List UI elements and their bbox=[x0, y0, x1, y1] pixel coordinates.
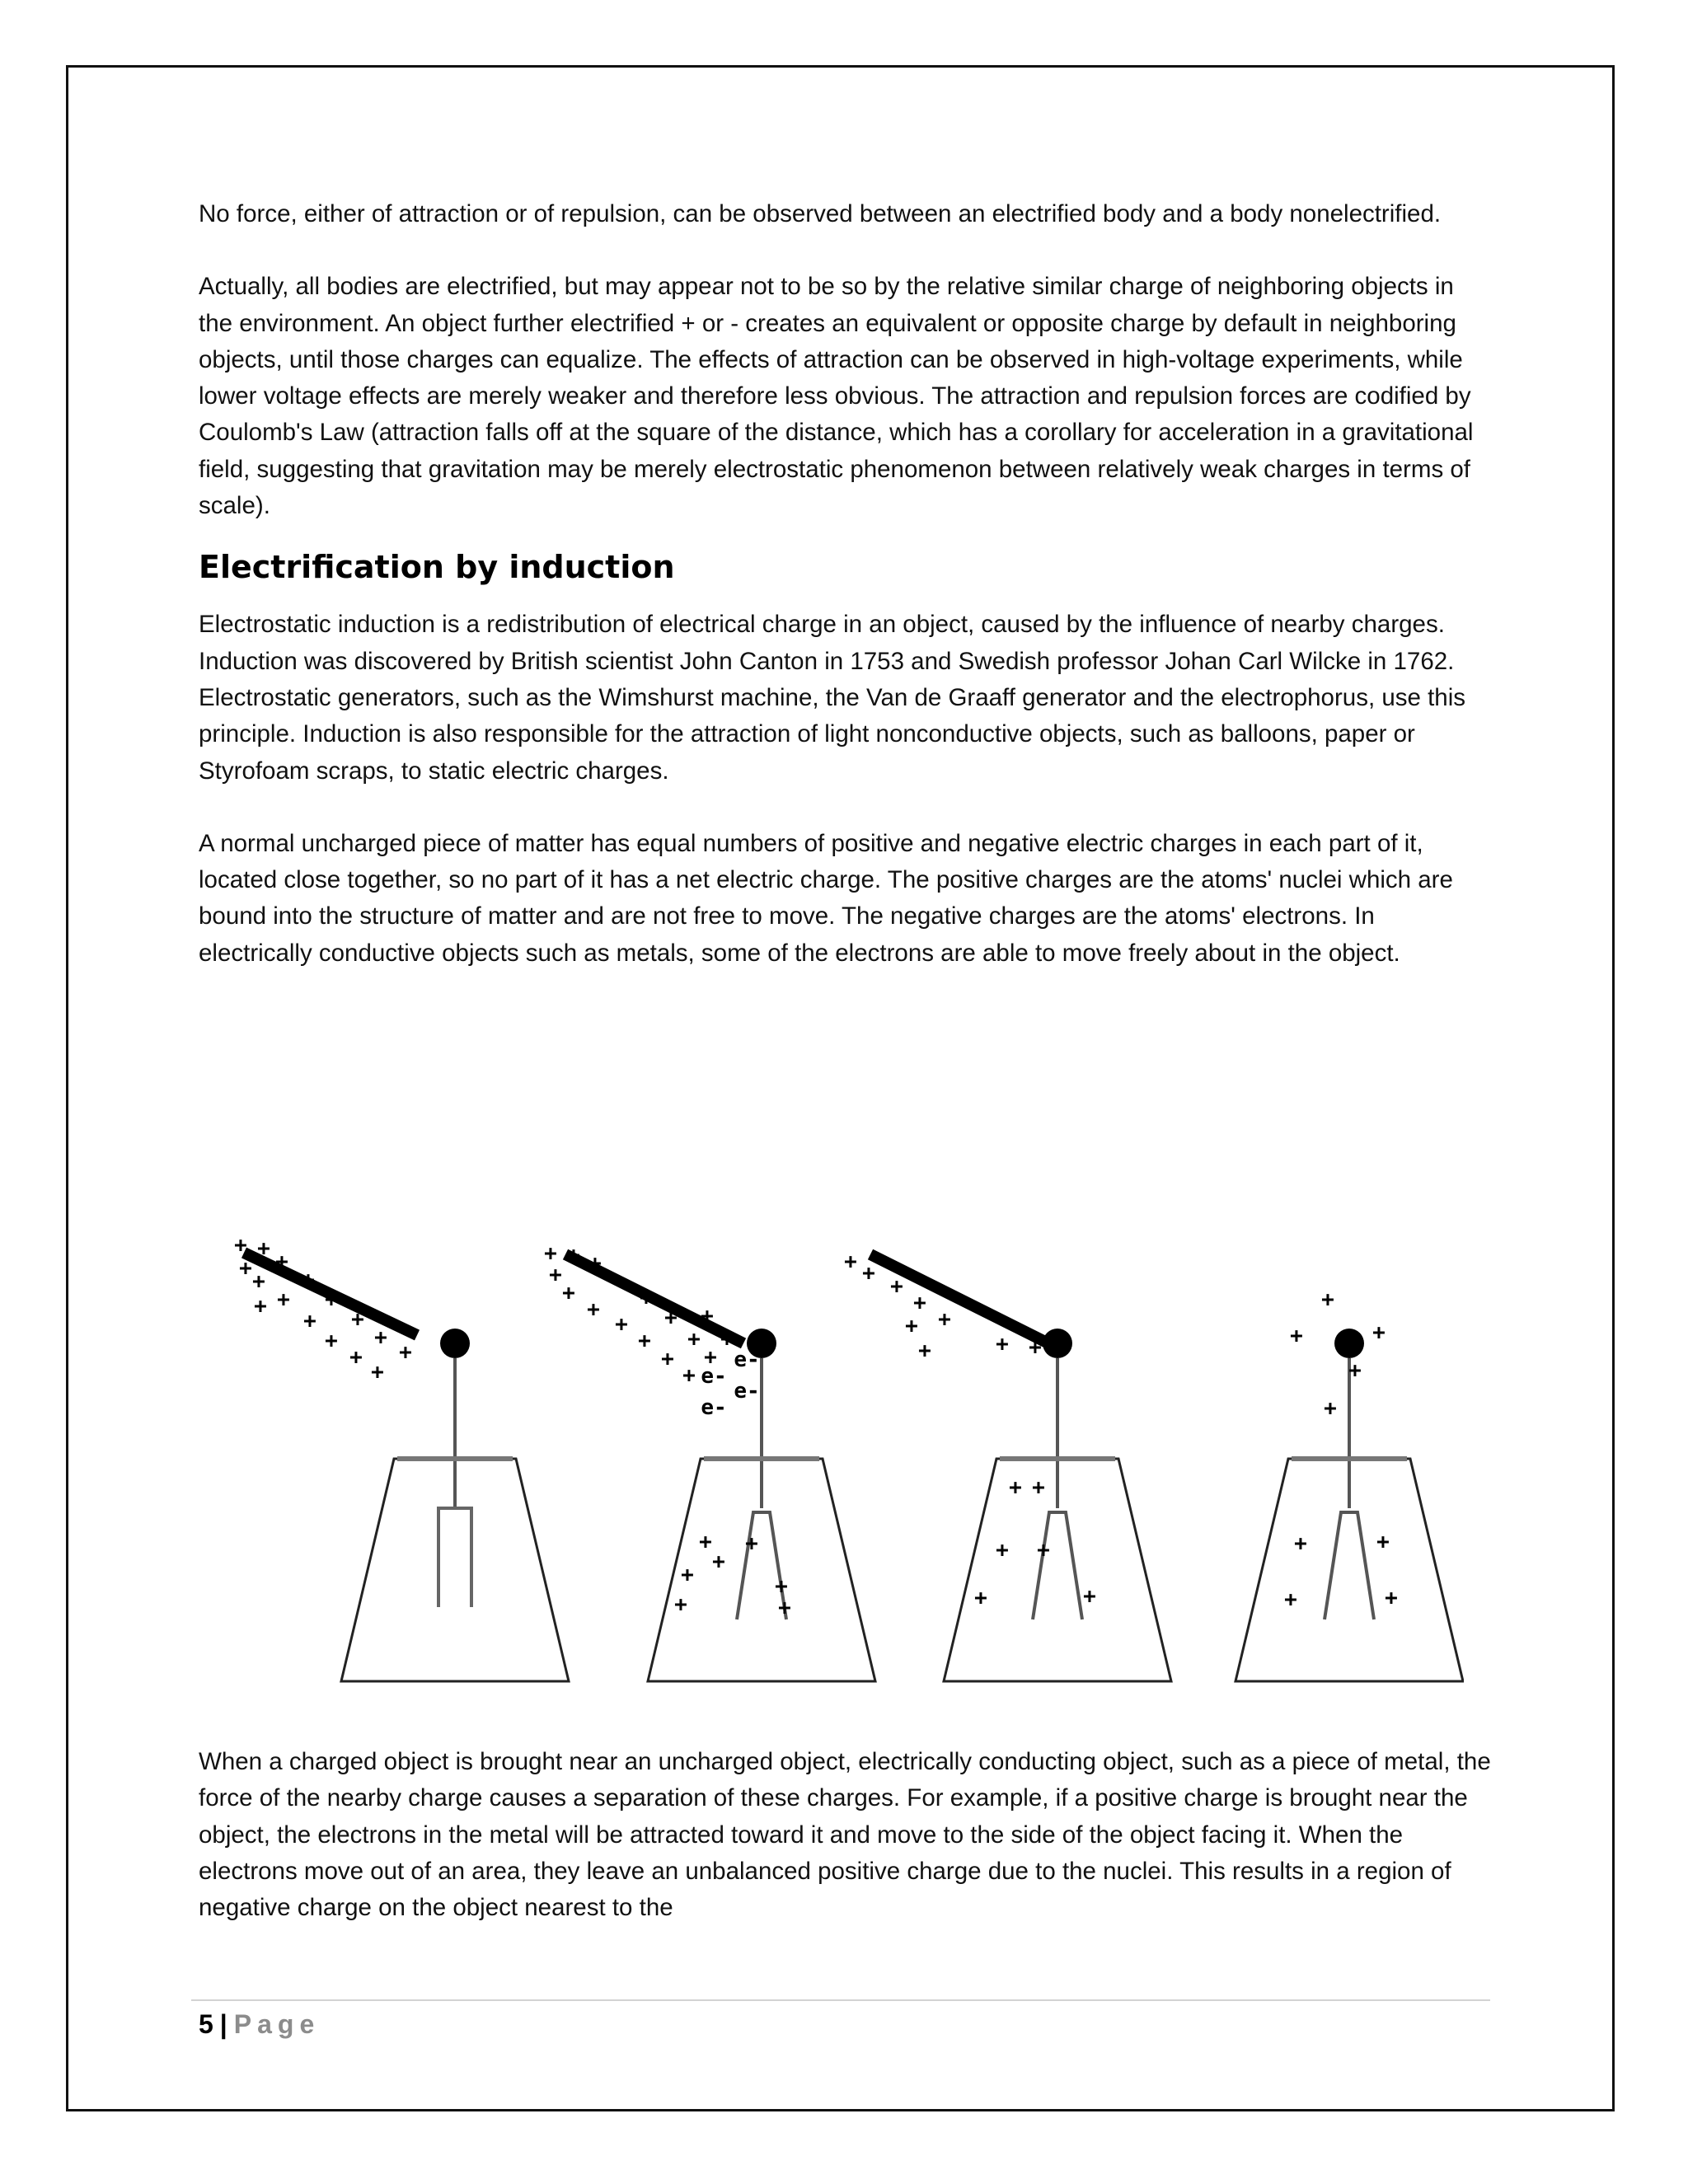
electron-label: e- bbox=[734, 1347, 760, 1372]
page-footer bbox=[199, 2006, 320, 2042]
page-label: Page bbox=[233, 2009, 321, 2039]
plus-sign: + bbox=[661, 1347, 674, 1371]
electron-label: e- bbox=[701, 1395, 727, 1420]
plus-sign: + bbox=[712, 1549, 725, 1574]
plus-sign: + bbox=[1324, 1396, 1337, 1421]
plus-sign: + bbox=[234, 1233, 247, 1258]
plus-sign: + bbox=[938, 1307, 951, 1332]
plus-sign: + bbox=[681, 1563, 694, 1587]
electroscope-panels bbox=[234, 1233, 1463, 1681]
electron-label: e- bbox=[734, 1379, 760, 1404]
electroscope-leaves bbox=[1033, 1512, 1082, 1619]
plus-sign: + bbox=[1032, 1475, 1045, 1500]
plus-sign: + bbox=[351, 1307, 364, 1332]
plus-sign: + bbox=[844, 1249, 857, 1274]
plus-sign: + bbox=[1083, 1584, 1096, 1609]
plus-sign: + bbox=[562, 1281, 575, 1305]
paragraph-induction-definition: Electrostatic induction is a redistribution of electrical charge in an object, caused by the influence of nearby charges. Induction was discovered by British scientist John Canton in 1753 and Swedish professor Johan Carl Wilcke in 1762. Electrostatic generators, such as the Wimshurst machine, the Van de Graaff generator and the electrophorus, use this principle. Induction is also responsible for the attraction of light nonconductive objects, such as balloons, paper or Styrofoam scraps, to static electric charges. bbox=[199, 611, 1465, 785]
paragraph-gap bbox=[199, 232, 1484, 269]
plus-sign: + bbox=[745, 1531, 758, 1556]
plus-sign: + bbox=[778, 1596, 791, 1620]
plus-sign: + bbox=[996, 1332, 1009, 1357]
plus-sign: + bbox=[720, 1327, 734, 1352]
plus-sign: + bbox=[349, 1345, 363, 1370]
plus-sign: + bbox=[1348, 1358, 1362, 1383]
plus-sign: + bbox=[1294, 1531, 1307, 1556]
plus-sign: + bbox=[913, 1291, 926, 1315]
plus-sign: + bbox=[254, 1294, 267, 1319]
plus-sign: + bbox=[567, 1243, 580, 1268]
plus-sign: + bbox=[974, 1586, 987, 1610]
plus-sign: + bbox=[239, 1256, 252, 1281]
electroscope-leaves bbox=[1325, 1512, 1374, 1619]
electroscope-ball bbox=[440, 1329, 470, 1358]
electroscope-leaves bbox=[438, 1508, 471, 1607]
plus-sign: + bbox=[918, 1338, 931, 1363]
electroscope-induction-figure bbox=[227, 1220, 1464, 1690]
plus-sign: + bbox=[1017, 1319, 1030, 1343]
plus-sign: + bbox=[664, 1305, 678, 1330]
plus-sign: + bbox=[325, 1287, 338, 1312]
electron-label: e- bbox=[701, 1364, 727, 1389]
plus-sign: + bbox=[1372, 1320, 1386, 1345]
plus-sign: + bbox=[1321, 1287, 1334, 1312]
paragraph-gap bbox=[199, 790, 1484, 826]
plus-sign: + bbox=[303, 1309, 316, 1333]
plus-sign: + bbox=[674, 1592, 687, 1617]
plus-sign: + bbox=[257, 1236, 270, 1261]
document-body bbox=[199, 196, 1484, 972]
plus-sign: + bbox=[682, 1363, 696, 1388]
plus-sign: + bbox=[371, 1360, 384, 1385]
plus-sign: + bbox=[1376, 1530, 1390, 1554]
paragraph-no-force: No force, either of attraction or of repulsion, can be observed between an electrified body and a body nonelectrified. bbox=[199, 200, 1442, 227]
section-heading: Electrification by induction bbox=[199, 549, 675, 586]
paragraph-uncharged-matter: A normal uncharged piece of matter has equal numbers of positive and negative electric charges in each part of it, located close together, so no part of it has a net electric charge. The positive charges are the atoms' nuclei which are bound into the structure of matter and are not free to move. The negative charges are the atoms' electrons. In electrically conductive objects such as metals, some of the electrons are able to move freely about in the object. bbox=[199, 829, 1453, 967]
plus-sign: + bbox=[588, 1251, 602, 1276]
plus-sign: + bbox=[325, 1329, 338, 1353]
electroscope-ball bbox=[1334, 1329, 1364, 1358]
footer-divider bbox=[191, 1999, 1490, 2001]
plus-sign: + bbox=[1009, 1475, 1022, 1500]
plus-sign: + bbox=[302, 1268, 315, 1292]
plus-sign: + bbox=[252, 1269, 265, 1294]
plus-sign: + bbox=[996, 1538, 1009, 1563]
plus-sign: + bbox=[613, 1269, 626, 1294]
plus-sign: + bbox=[1029, 1335, 1042, 1360]
electroscope-ball bbox=[1043, 1329, 1072, 1358]
plus-sign: + bbox=[687, 1327, 701, 1352]
footer-separator: | bbox=[219, 2009, 227, 2039]
plus-sign: + bbox=[277, 1287, 290, 1312]
plus-sign: + bbox=[862, 1261, 875, 1286]
plus-sign: + bbox=[1284, 1587, 1297, 1612]
plus-sign: + bbox=[549, 1263, 562, 1287]
plus-sign: + bbox=[638, 1329, 651, 1353]
paragraph-charged-object: When a charged object is brought near an uncharged object, electrically conducting object, such as a piece of metal, the force of the nearby charge causes a separation of these charges. For example, if a positive charge is brought near the object, the electrons in the metal will be attracted toward it and move to the side of the object facing it. When the electrons move out of an area, they leave an unbalanced positive charge due to the nuclei. This results in a region of negative charge on the object nearest to the bbox=[199, 1748, 1491, 1922]
plus-sign: + bbox=[587, 1297, 600, 1322]
plus-sign: + bbox=[1290, 1324, 1303, 1348]
plus-sign: + bbox=[890, 1274, 903, 1299]
paragraph-after-figure-wrap bbox=[199, 1744, 1493, 1926]
plus-sign: + bbox=[775, 1574, 788, 1599]
plus-sign: + bbox=[399, 1340, 412, 1365]
plus-sign: + bbox=[1037, 1538, 1050, 1563]
plus-sign: + bbox=[1385, 1586, 1398, 1610]
plus-sign: + bbox=[275, 1249, 288, 1274]
plus-sign: + bbox=[704, 1345, 717, 1370]
plus-sign: + bbox=[699, 1530, 712, 1554]
plus-sign: + bbox=[905, 1314, 918, 1338]
plus-sign: + bbox=[640, 1286, 653, 1310]
paragraph-all-bodies: Actually, all bodies are electrified, but may appear not to be so by the relative similar charge of neighboring objects in the environment. An object further electrified + or - creates an equivalent or opposite charge by default in neighboring objects, until those charges can equalize. The effects of attraction can be observed in high-voltage experiments, while lower voltage effects are merely weaker and therefore less obvious. The attraction and repulsion forces are codified by Coulomb's Law (attraction falls off at the square of the distance, which has a corollary for acceleration in a gravitational field, suggesting that gravitation may be merely electrostatic phenomenon between relatively weak charges in terms of scale). bbox=[199, 273, 1474, 520]
plus-sign: + bbox=[544, 1241, 557, 1266]
plus-sign: + bbox=[615, 1312, 628, 1337]
plus-sign: + bbox=[374, 1325, 387, 1350]
plus-sign: + bbox=[701, 1304, 714, 1329]
page-number: 5 bbox=[199, 2009, 213, 2039]
